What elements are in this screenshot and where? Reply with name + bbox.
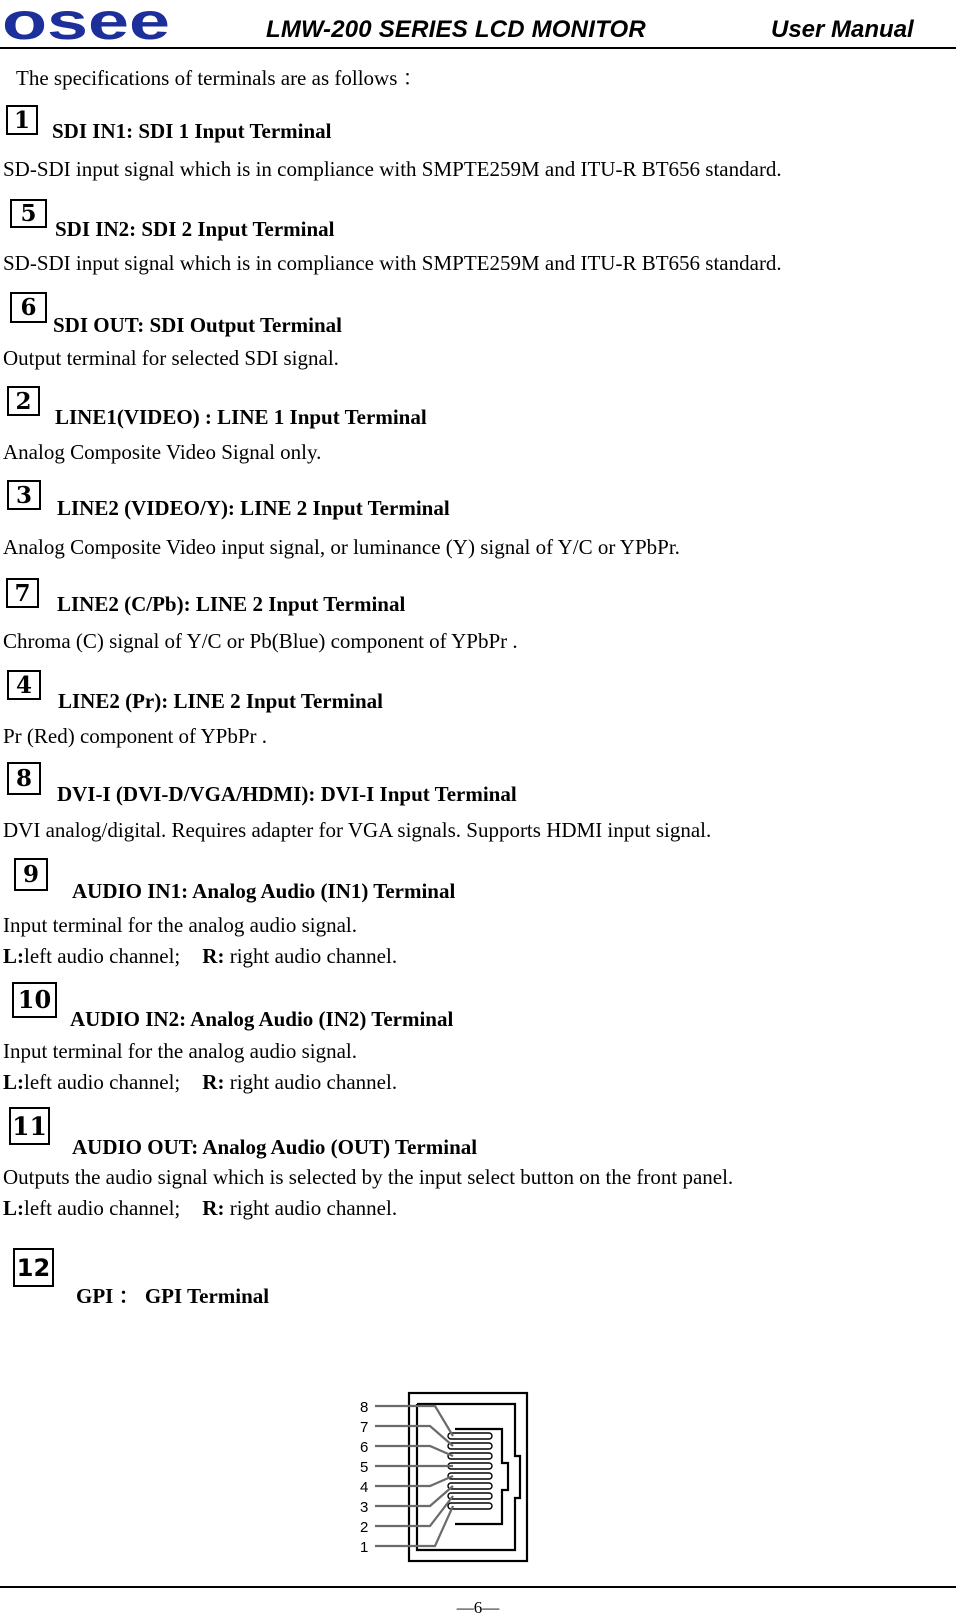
pin-number-labels (360, 1399, 368, 1556)
terminal-description: Pr (Red) component of YPbPr . (3, 724, 268, 748)
terminal-description: Analog Composite Video Signal only. (3, 440, 322, 464)
terminal-title: LINE2 (Pr): LINE 2 Input Terminal (58, 689, 383, 713)
pin-label: 8 (360, 1399, 369, 1416)
page-header (0, 0, 956, 52)
terminal-description: SD-SDI input signal which is in compliance with SMPTE259M and ITU-R BT656 standard. (3, 157, 782, 181)
terminal-description: Analog Composite Video input signal, or luminance (Y) signal of Y/C or YPbPr. (3, 535, 680, 559)
footer-divider (0, 1586, 956, 1588)
terminal-description: Input terminal for the analog audio signal. (3, 1039, 357, 1063)
pin-label: 2 (360, 1519, 369, 1536)
pin-label: 1 (360, 1539, 369, 1556)
terminal-number-badge: 12 (13, 1248, 54, 1287)
terminal-title: SDI IN1: SDI 1 Input Terminal (52, 119, 332, 143)
left-channel-key: L: (3, 1070, 24, 1094)
left-channel-text: left audio channel; (24, 1196, 181, 1220)
pin-leads (375, 1406, 453, 1546)
pin-label: 6 (360, 1439, 369, 1456)
terminal-number-badge: 4 (7, 670, 41, 700)
terminal-title: AUDIO OUT: Analog Audio (OUT) Terminal (72, 1135, 478, 1159)
rj45-contacts (448, 1433, 492, 1509)
logo-text: osee (2, 2, 170, 42)
terminal-title: AUDIO IN1: Analog Audio (IN1) Terminal (72, 879, 456, 903)
terminal-description: Chroma (C) signal of Y/C or Pb(Blue) component of YPbPr . (3, 629, 518, 653)
pin-label: 4 (360, 1479, 369, 1496)
terminal-title: AUDIO IN2: Analog Audio (IN2) Terminal (70, 1007, 454, 1031)
terminal-title: LINE2 (C/Pb): LINE 2 Input Terminal (57, 592, 406, 616)
audio-channel-note (3, 1070, 397, 1095)
terminal-title: SDI IN2: SDI 2 Input Terminal (55, 217, 335, 241)
pin-label: 7 (360, 1419, 369, 1436)
right-channel-key: R: (202, 1196, 225, 1220)
pin-label: 3 (360, 1499, 369, 1516)
terminal-description: Output terminal for selected SDI signal. (3, 346, 339, 370)
pin-label: 5 (360, 1459, 369, 1476)
osee-logo (2, 2, 172, 42)
left-channel-text: left audio channel; (24, 944, 181, 968)
terminal-number-badge: 1 (6, 105, 38, 135)
terminal-number-badge: 8 (7, 762, 41, 795)
right-channel-key: R: (202, 944, 225, 968)
terminal-description: Input terminal for the analog audio signal. (3, 913, 357, 937)
right-channel-text: right audio channel. (224, 1070, 398, 1094)
header-divider (0, 47, 956, 49)
left-channel-key: L: (3, 944, 24, 968)
terminal-number-badge: 2 (7, 386, 40, 416)
right-channel-text: right audio channel. (224, 944, 398, 968)
intro-text: The specifications of terminals are as follows ： (16, 66, 424, 90)
right-channel-key: R: (202, 1070, 225, 1094)
terminal-number-badge: 3 (7, 480, 41, 510)
terminal-number-badge: 10 (12, 982, 57, 1018)
document-title: LMW-200 SERIES LCD MONITOR (266, 16, 646, 43)
document-type: User Manual (771, 16, 914, 43)
page-number: —6— (456, 1598, 500, 1617)
gpi-connector-diagram (360, 1388, 580, 1568)
terminal-title: LINE2 (VIDEO/Y): LINE 2 Input Terminal (57, 496, 450, 520)
terminal-number-badge: 6 (10, 292, 47, 323)
terminal-title: DVI-I (DVI-D/VGA/HDMI): DVI-I Input Terminal (57, 782, 517, 806)
terminal-title: SDI OUT: SDI Output Terminal (53, 313, 343, 337)
terminal-description: DVI analog/digital. Requires adapter for VGA signals. Supports HDMI input signal. (3, 818, 712, 842)
terminal-number-badge: 9 (14, 858, 48, 891)
terminal-description: Outputs the audio signal which is selected by the input select button on the front panel. (3, 1165, 734, 1189)
audio-channel-note (3, 944, 397, 969)
terminal-number-badge: 5 (10, 199, 47, 228)
left-channel-key: L: (3, 1196, 24, 1220)
terminal-title: LINE1(VIDEO) : LINE 1 Input Terminal (55, 405, 427, 429)
right-channel-text: right audio channel. (224, 1196, 398, 1220)
terminal-description: SD-SDI input signal which is in compliance with SMPTE259M and ITU-R BT656 standard. (3, 251, 782, 275)
terminal-number-badge: 7 (6, 578, 39, 608)
audio-channel-note (3, 1196, 397, 1221)
left-channel-text: left audio channel; (24, 1070, 181, 1094)
terminal-title: GPI ： GPI Terminal (76, 1284, 270, 1308)
terminal-number-badge: 11 (9, 1107, 50, 1145)
